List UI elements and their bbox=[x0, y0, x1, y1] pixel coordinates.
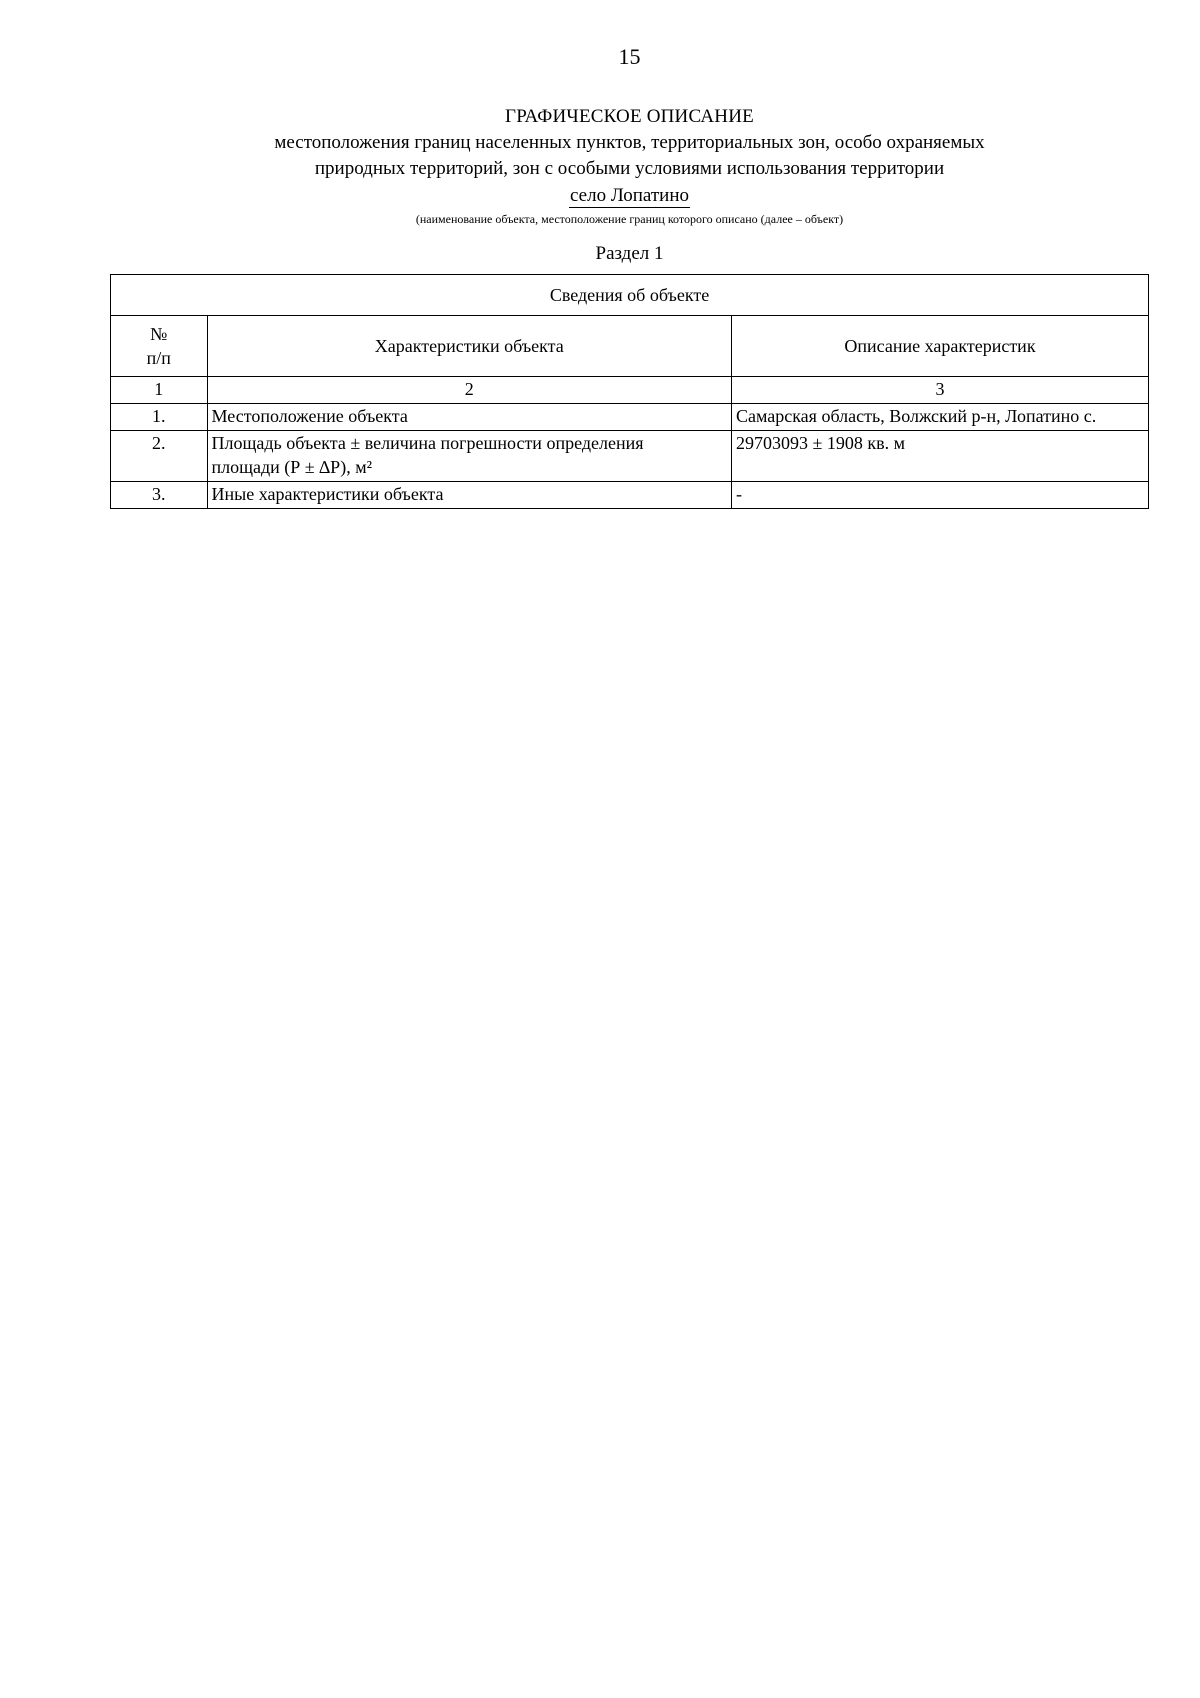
row-characteristic: Местоположение объекта bbox=[207, 404, 731, 431]
header-characteristics: Характеристики объекта bbox=[207, 316, 731, 377]
document-title: ГРАФИЧЕСКОЕ ОПИСАНИЕ bbox=[505, 106, 754, 127]
page-number: 15 bbox=[618, 44, 641, 69]
header-description: Описание характеристик bbox=[731, 316, 1148, 377]
column-number-2: 2 bbox=[207, 377, 731, 404]
table-column-numbers-row bbox=[111, 377, 1149, 404]
table-row bbox=[111, 482, 1149, 509]
object-name-caption: (наименование объекта, местоположение границ которого описано (далее – объект) bbox=[415, 212, 844, 226]
row-number: 1. bbox=[111, 404, 208, 431]
column-number-3: 3 bbox=[731, 377, 1148, 404]
row-description: - bbox=[731, 482, 1148, 509]
row-number: 2. bbox=[111, 431, 208, 482]
header-number bbox=[111, 316, 208, 377]
row-number: 3. bbox=[111, 482, 208, 509]
document-subtitle-line-1: местоположения границ населенных пунктов, территориальных зон, особо охраняемых bbox=[274, 132, 985, 153]
row-description: Самарская область, Волжский р-н, Лопатино с. bbox=[731, 404, 1148, 431]
row-characteristic-line-1: Площадь объекта ± величина погрешности определения bbox=[211, 433, 644, 453]
header-number-symbol: № bbox=[150, 324, 168, 344]
table-caption: Сведения об объекте bbox=[111, 275, 1149, 316]
object-info-table bbox=[110, 274, 1149, 509]
row-description: 29703093 ± 1908 кв. м bbox=[731, 431, 1148, 482]
row-characteristic-line-2: площади (Р ± ∆Р), м² bbox=[211, 457, 372, 477]
document-subtitle-line-2: природных территорий, зон с особыми условиями использования территории bbox=[314, 158, 945, 179]
row-characteristic: Иные характеристики объекта bbox=[207, 482, 731, 509]
table-row bbox=[111, 431, 1149, 482]
table-row bbox=[111, 404, 1149, 431]
object-name: село Лопатино bbox=[570, 185, 689, 206]
table-caption-row bbox=[111, 275, 1149, 316]
section-title: Раздел 1 bbox=[595, 243, 664, 264]
column-number-1: 1 bbox=[111, 377, 208, 404]
header-number-abbr: п/п bbox=[146, 348, 171, 368]
document-header bbox=[0, 104, 1200, 266]
table-header-row bbox=[111, 316, 1149, 377]
row-characteristic bbox=[207, 431, 731, 482]
